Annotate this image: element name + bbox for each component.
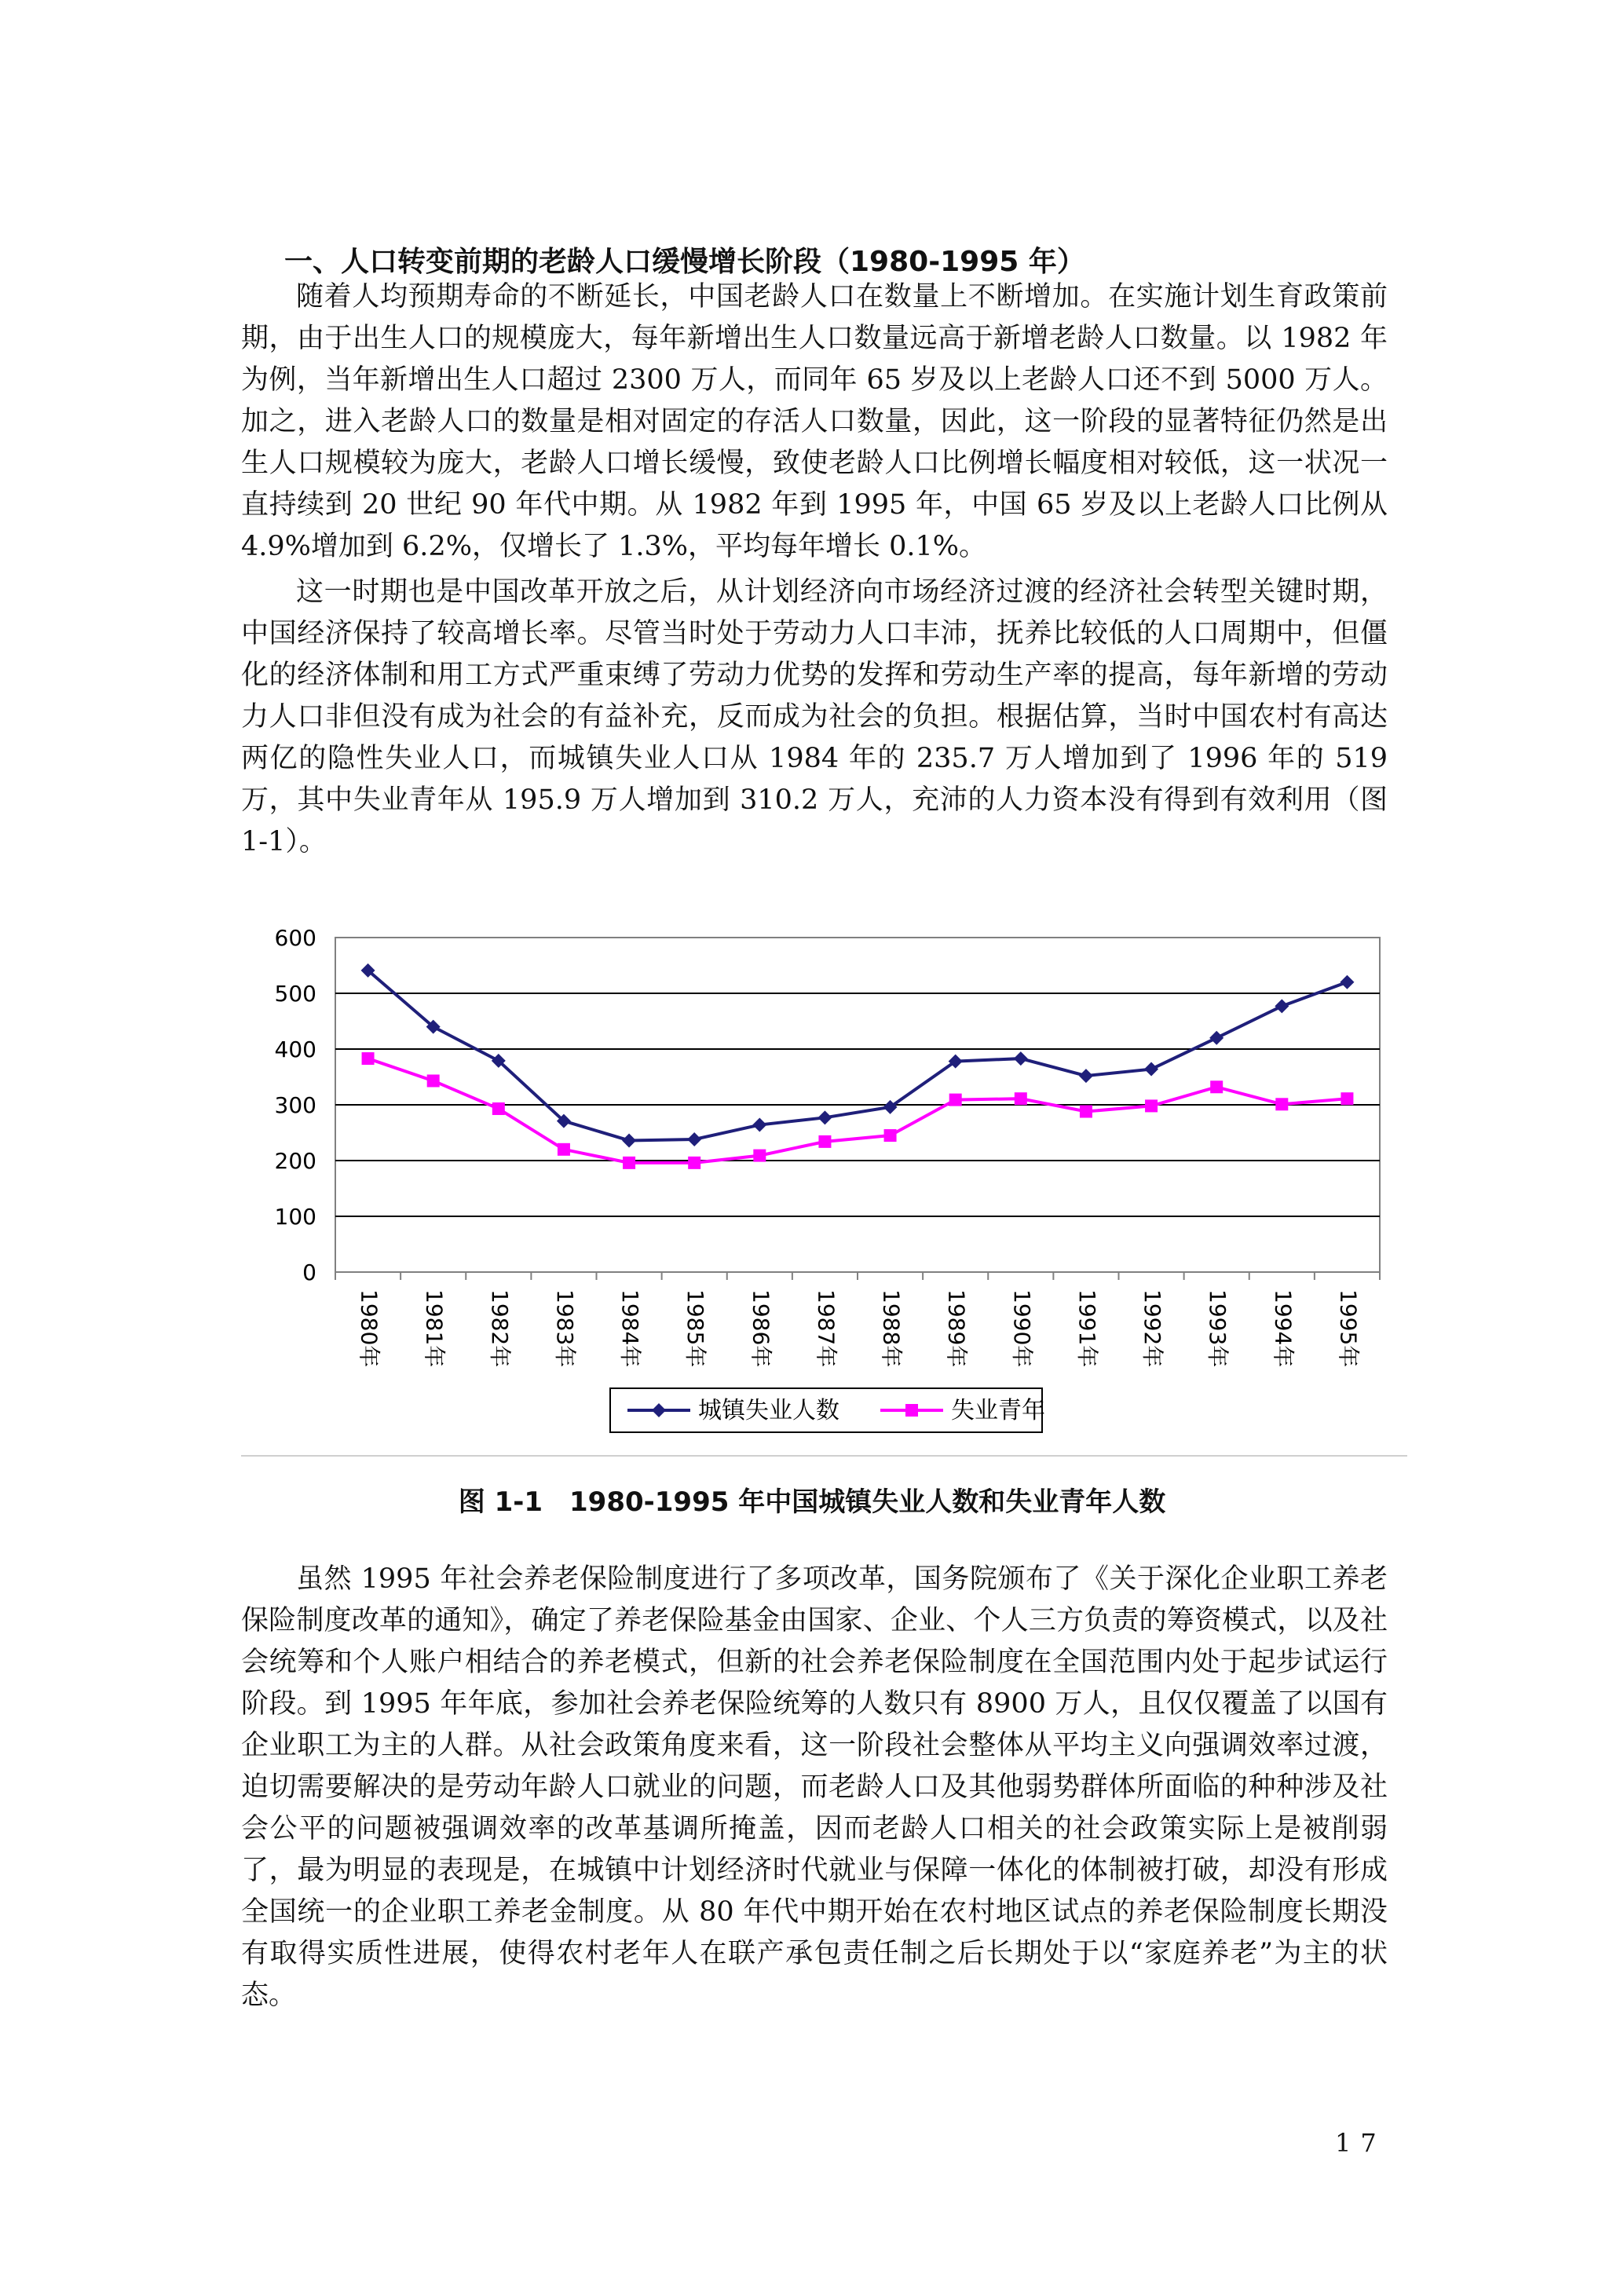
data-point <box>1080 1106 1092 1118</box>
y-tick-label: 0 <box>302 1260 316 1285</box>
data-point <box>1341 1092 1353 1105</box>
data-point <box>949 1094 962 1106</box>
data-point <box>1275 1098 1288 1110</box>
figure-caption: 图 1-1 1980-1995 年中国城镇失业人数和失业青年人数 <box>458 1486 1166 1518</box>
paragraph-1: 随着人均预期寿命的不断延长，中国老龄人口在数量上不断增加。在实施计划生育政策前期，由于出生人口的规模庞大，每年新增出生人口数量远高于新增老龄人口数量。以 1982 年为例，当年新增出生人口超过 2300 万人，而同年 65 岁及以上老龄人口还不到 5000 万人。加之，进入老龄人口的数量是相对固定的存活人口数量，因此，这一阶段的显著特征仍然是出生人口规模较为庞大，老龄人口增长缓慢，致使老龄人口比例增长幅度相对较低，这一状况一直持续到 20 世纪 90 年代中期。从 1982 年到 1995 年，中国 65 岁及以上老龄人口比例从 4.9%增加到 6.2%，仅增长了 1.3%，平均每年增长 0.1%。 <box>241 281 1388 562</box>
x-tick-label: 1995年 <box>1335 1289 1362 1368</box>
x-tick-label: 1994年 <box>1270 1289 1297 1368</box>
x-tick-label: 1993年 <box>1205 1289 1231 1368</box>
figure-divider <box>241 1455 1407 1457</box>
legend-label: 城镇失业人数 <box>698 1397 839 1424</box>
y-tick-label: 400 <box>274 1036 316 1062</box>
paragraph-3: 虽然 1995 年社会养老保险制度进行了多项改革，国务院颁布了《关于深化企业职工养老保险制度改革的通知》，确定了养老保险基金由国家、企业、个人三方负责的筹资模式，以及社会统筹和个人账户相结合的养老模式，但新的社会养老保险制度在全国范围内处于起步试运行阶段。到 1995 年年底，参加社会养老保险统筹的人数只有 8900 万人，且仅仅覆盖了以国有企业职工为主的人群。从社会政策角度来看，这一阶段社会整体从平均主义向强调效率过渡，迫切需要解决的是劳动年龄人口就业的问题，而老龄人口及其他弱势群体所面临的种种涉及社会公平的问题被强调效率的改革基调所掩盖，因而老龄人口相关的社会政策实际上是被削弱了，最为明显的表现是，在城镇中计划经济时代就业与保障一体化的体制被打破，却没有形成全国统一的企业职工养老金制度。从 80 年代中期开始在农村地区试点的养老保险制度长期没有取得实质性进展，使得农村老年人在联产承包责任制之后长期处于以“家庭养老”为主的状态。 <box>241 1563 1388 2011</box>
x-tick-label: 1983年 <box>551 1289 578 1368</box>
x-tick-label: 1984年 <box>617 1289 644 1368</box>
x-tick-label: 1981年 <box>421 1289 448 1368</box>
x-tick-label: 1991年 <box>1074 1289 1100 1368</box>
data-point <box>1210 1080 1223 1093</box>
line-chart <box>241 919 1407 1453</box>
page-number: 17 <box>1335 2128 1386 2158</box>
data-point <box>492 1102 505 1115</box>
figure-chart <box>241 919 1407 1453</box>
data-point <box>884 1129 897 1142</box>
x-tick-label: 1982年 <box>486 1289 513 1368</box>
data-point <box>1145 1099 1158 1112</box>
data-point <box>818 1135 831 1148</box>
x-tick-label: 1992年 <box>1139 1289 1166 1368</box>
x-tick-label: 1987年 <box>813 1289 839 1368</box>
data-point <box>362 1052 375 1065</box>
data-point <box>753 1150 766 1162</box>
x-tick-label: 1980年 <box>356 1289 382 1368</box>
x-tick-label: 1989年 <box>943 1289 970 1368</box>
y-tick-label: 300 <box>274 1092 316 1118</box>
x-tick-label: 1985年 <box>682 1289 709 1368</box>
data-point <box>688 1157 700 1169</box>
legend-label: 失业青年 <box>951 1397 1045 1424</box>
data-point <box>427 1074 440 1087</box>
x-tick-label: 1988年 <box>878 1289 905 1368</box>
x-tick-label: 1986年 <box>748 1289 774 1368</box>
data-point <box>623 1157 635 1169</box>
section-heading: 一、人口转变前期的老龄人口缓慢增长阶段（1980-1995 年） <box>284 246 1085 278</box>
y-tick-label: 100 <box>274 1204 316 1230</box>
x-tick-label: 1990年 <box>1008 1289 1035 1368</box>
data-point <box>1015 1092 1027 1105</box>
paragraph-2: 这一时期也是中国改革开放之后，从计划经济向市场经济过渡的经济社会转型关键时期，中国经济保持了较高增长率。尽管当时处于劳动力人口丰沛，抚养比较低的人口周期中，但僵化的经济体制和用工方式严重束缚了劳动力优势的发挥和劳动生产率的提高，每年新增的劳动力人口非但没有成为社会的有益补充，反而成为社会的负担。根据估算，当时中国农村有高达两亿的隐性失业人口，而城镇失业人口从 1984 年的 235.7 万人增加到了 1996 年的 519 万，其中失业青年从 195.9 万人增加到 310.2 万人，充沛的人力资本没有得到有效利用（图 1-1）。 <box>241 576 1388 857</box>
data-point <box>558 1143 570 1156</box>
y-tick-label: 600 <box>274 925 316 951</box>
legend-marker <box>905 1404 918 1417</box>
y-tick-label: 200 <box>274 1148 316 1174</box>
y-tick-label: 500 <box>274 981 316 1007</box>
